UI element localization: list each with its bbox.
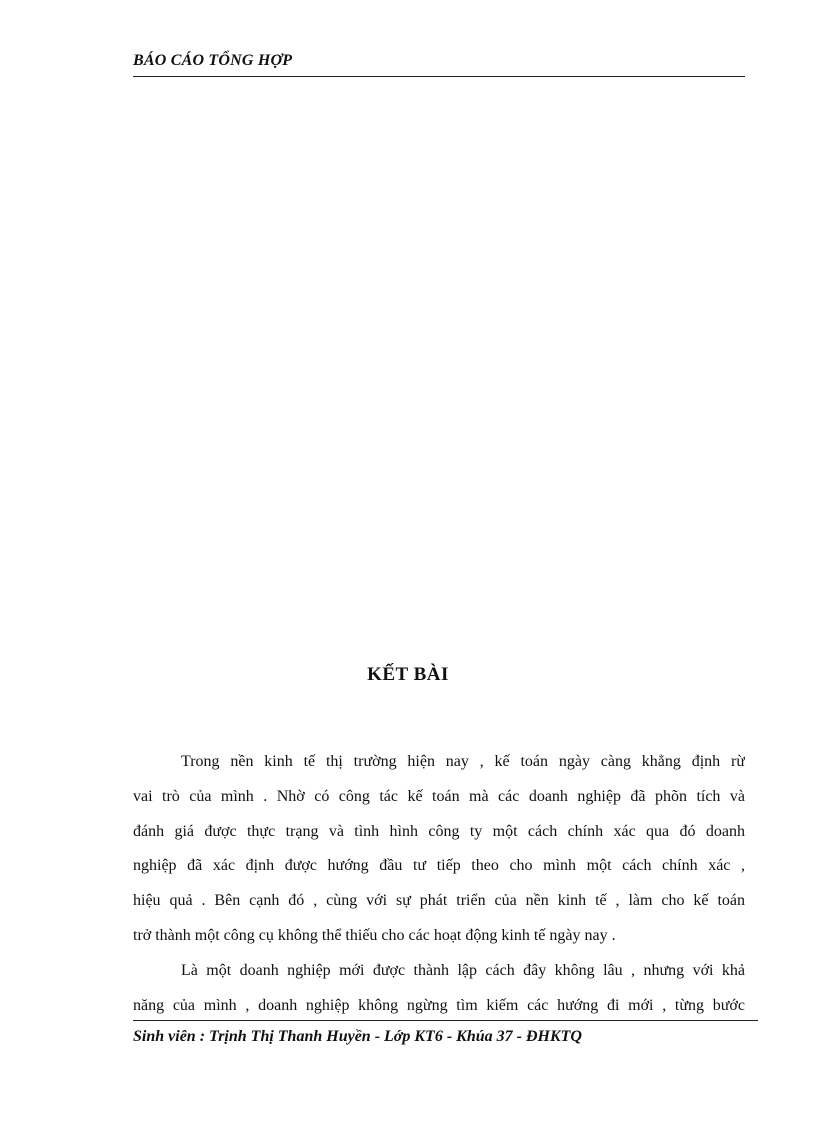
page-header bbox=[133, 52, 745, 78]
text-line: nghiệp đã xác định được hướng đầu tư tiếp theo cho mình một cách chính xác , bbox=[133, 857, 745, 875]
section-title: KẾT BÀI bbox=[367, 664, 449, 685]
paragraph-1 bbox=[133, 745, 745, 954]
header-title: BÁO CÁO TỔNG HỢP bbox=[133, 52, 293, 69]
text-line: Trong nền kinh tế thị trường hiện nay , kế toán ngày càng khẳng định rừ bbox=[181, 753, 745, 770]
text-line: năng của mình , doanh nghiệp không ngừng tìm kiếm các hướng đi mới , từng bước bbox=[133, 996, 745, 1014]
page-footer: Sinh viên : Trịnh Thị Thanh Huyền - Lớp KT6 - Khúa 37 - ĐHKTQ bbox=[133, 1028, 582, 1045]
paragraph-2 bbox=[133, 954, 745, 1024]
footer-divider bbox=[133, 1020, 758, 1021]
header-divider bbox=[133, 76, 745, 77]
text-line: trở thành một công cụ không thể thiếu cho các hoạt động kinh tế ngày nay . bbox=[133, 926, 616, 944]
text-line: Là một doanh nghiệp mới được thành lập cách đây không lâu , nhưng với khả bbox=[181, 961, 745, 979]
text-line: vai trò của mình . Nhờ có công tác kế toán mà các doanh nghiệp đã phõn tích và bbox=[133, 787, 745, 805]
text-line: hiệu quả . Bên cạnh đó , cùng với sự phát triển của nền kinh tế , làm cho kế toán bbox=[133, 892, 745, 910]
body-text bbox=[133, 745, 745, 1023]
text-line: đánh giá được thực trạng và tình hình công ty một cách chính xác qua đó doanh bbox=[133, 822, 745, 840]
